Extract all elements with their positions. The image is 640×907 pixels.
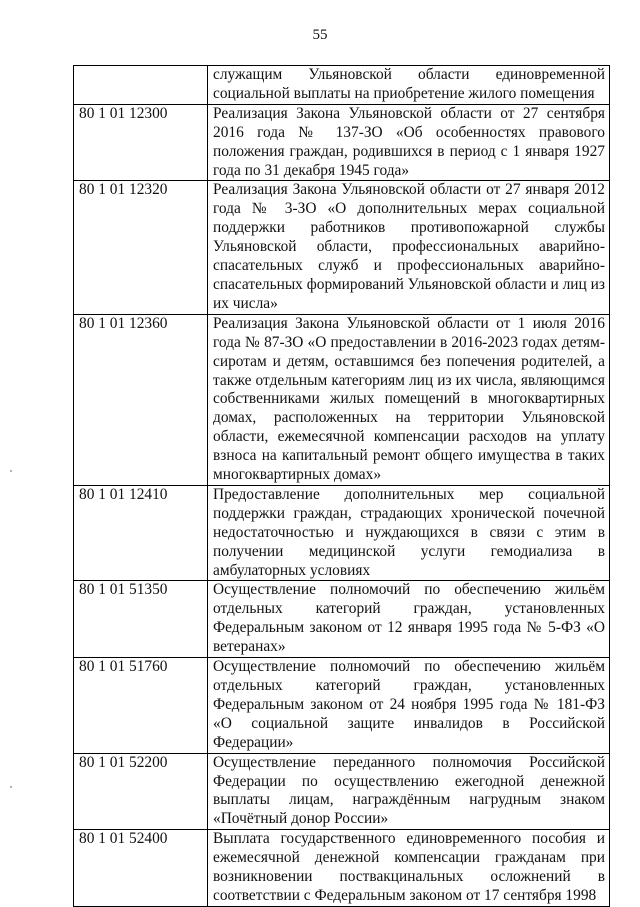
row-description: Осуществление полномочий по обеспечению жильём отдельных категорий граждан, установленных Федеральным законом от 24 ноября 1995 года № 181-ФЗ «О социальной защите инвалидов в Российской Федерации» [208,658,610,754]
row-description: служащим Ульяновской области единовременной социальной выплаты на приобретение жилого помещения [208,66,610,105]
row-code: 80 1 01 52200 [74,753,208,830]
row-code: 80 1 01 12410 [74,485,208,581]
row-code: 80 1 01 12300 [74,104,208,181]
row-code: 80 1 01 12360 [74,314,208,485]
row-code: 80 1 01 12320 [74,181,208,314]
row-code: 80 1 01 52400 [74,830,208,907]
row-description: Реализация Закона Ульяновской области от 27 января 2012 года № 3-ЗО «О дополнительных мерах социальной поддержки работников противопожарной службы Ульяновской области, профессиональных аварийно-спасательных служб и профессиональных аварийно-спасательных формирований Ульяновской области и лиц из их числа» [208,181,610,314]
table-row [74,658,610,754]
row-description: Реализация Закона Ульяновской области от 1 июля 2016 года № 87-ЗО «О предоставлении в 2016-2023 годах детям-сиротам и детям, оставшимся без попечения родителей, а также отдельным категориям лиц из их числа, являющимся собственниками жилых помещений в многоквартирных домах, расположенных на территории Ульяновской области, ежемесячной компенсации расходов на уплату взноса на капитальный ремонт общего имущества в таких многоквартирных домах» [208,314,610,485]
table-row [74,314,610,485]
row-code: 80 1 01 51760 [74,658,208,754]
row-code: 80 1 01 51350 [74,581,208,658]
page-number: 55 [312,27,328,43]
table-row [74,830,610,907]
table-row [74,581,610,658]
table-row [74,181,610,314]
table-row [74,66,610,105]
row-description: Предоставление дополнительных мер социальной поддержки граждан, страдающих хронической почечной недостаточностью и нуждающихся в связи с этим в получении медицинской услуги гемодиализа в амбулаторных условиях [208,485,610,581]
row-description: Выплата государственного единовременного пособия и ежемесячной денежной компенсации гражданам при возникновении поствакцинальных осложнений в соответствии с Федеральным законом от 17 сентября 1998 [208,830,610,907]
margin-speck [10,786,12,788]
row-description: Осуществление полномочий по обеспечению жильём отдельных категорий граждан, установленных Федеральным законом от 12 января 1995 года № 5-ФЗ «О ветеранах» [208,581,610,658]
row-description: Реализация Закона Ульяновской области от 27 сентября 2016 года № 137-ЗО «Об особенностях правового положения граждан, родившихся в период с 1 января 1927 года по 31 декабря 1945 года» [208,104,610,181]
row-description: Осуществление переданного полномочия Российской Федерации по осуществлению ежегодной денежной выплаты лицам, награждённым нагрудным знаком «Почётный донор России» [208,753,610,830]
table-row [74,753,610,830]
table-row [74,104,610,181]
budget-classification-table [73,65,610,907]
margin-speck [10,470,12,472]
table-row [74,485,610,581]
row-code [74,66,208,105]
